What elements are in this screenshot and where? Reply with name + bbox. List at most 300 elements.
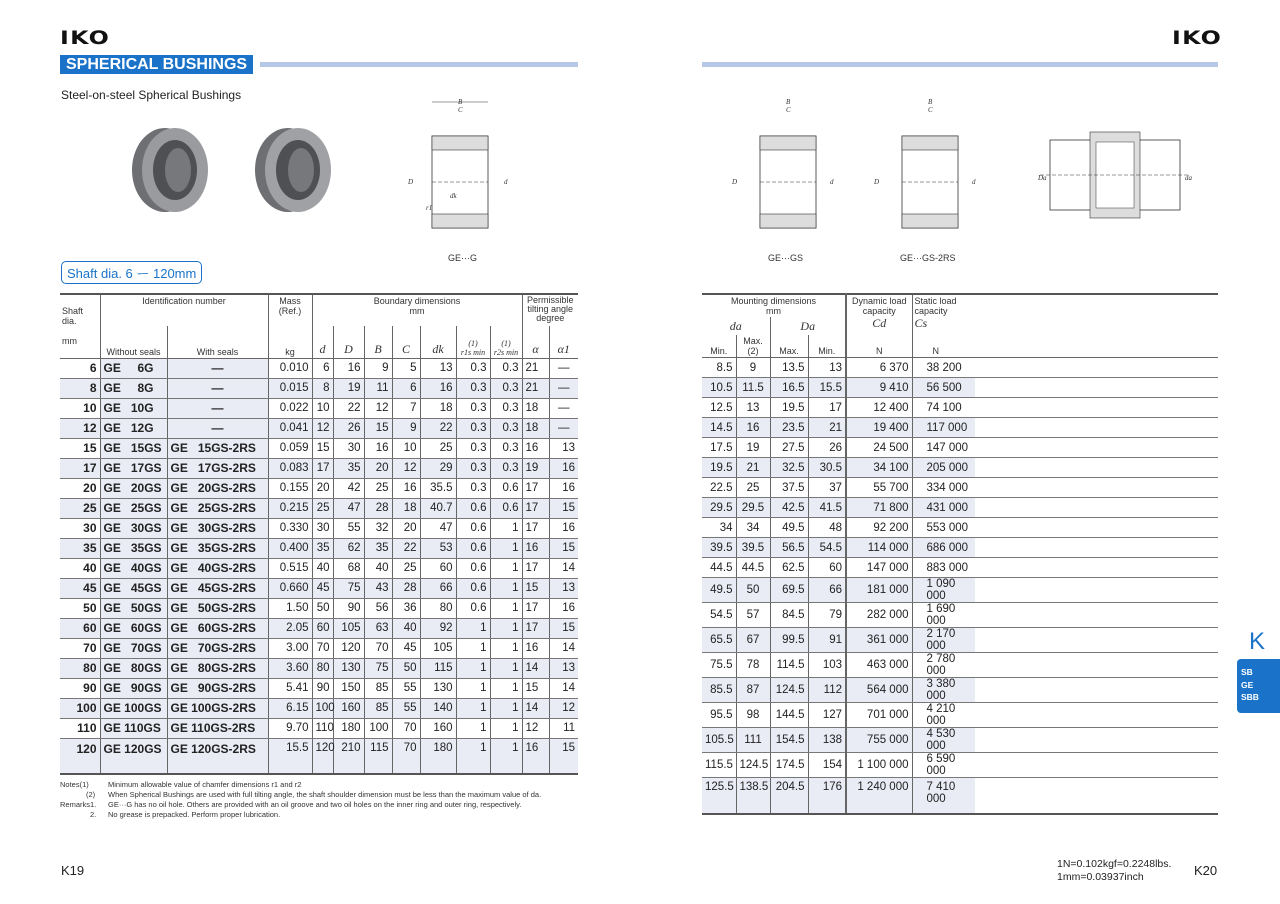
cell: 180 [333, 718, 364, 738]
table-row [702, 398, 1218, 418]
cell: 44.5 [702, 558, 736, 578]
cell: 0.041 [268, 418, 312, 438]
cell [975, 398, 1218, 418]
cell: 103 [808, 653, 846, 678]
cell: 35.5 [420, 478, 456, 498]
cell: 701 000 [846, 703, 912, 728]
cell [975, 518, 1218, 538]
svg-text:da: da [1185, 174, 1192, 182]
cell [975, 458, 1218, 478]
cell: 12.5 [702, 398, 736, 418]
cell: GE 15GS [100, 438, 167, 458]
cell: 18 [392, 498, 420, 518]
table-row [702, 358, 1218, 378]
cell: 19 [333, 378, 364, 398]
cell: 3 380 000 [912, 678, 975, 703]
cell: GE 35GS-2RS [167, 538, 268, 558]
cell: GE 45GS [100, 578, 167, 598]
cell: 6 [312, 358, 333, 378]
cell: 431 000 [912, 498, 975, 518]
table-row [60, 358, 578, 378]
cell: 0.515 [268, 558, 312, 578]
table-row [60, 418, 578, 438]
cell: 54.5 [808, 538, 846, 558]
cell: 564 000 [846, 678, 912, 703]
cell: 112 [808, 678, 846, 703]
cell: 80 [420, 598, 456, 618]
cell: 181 000 [846, 578, 912, 603]
cell: GE 90GS-2RS [167, 678, 268, 698]
cell: 69.5 [770, 578, 808, 603]
cell: 1 240 000 [846, 778, 912, 814]
cell: 70 [60, 638, 100, 658]
cell [975, 558, 1218, 578]
cell: 6.15 [268, 698, 312, 718]
cell: 1 [490, 738, 522, 774]
cell: GE 10G [100, 398, 167, 418]
cell [975, 678, 1218, 703]
table-row [60, 538, 578, 558]
cell: 98 [736, 703, 770, 728]
cell: 17.5 [702, 438, 736, 458]
iko-logo-right: IKO [1172, 27, 1223, 49]
cell: 18 [522, 418, 549, 438]
col-r2: (1) r2s min [490, 326, 522, 358]
cell: 12 [312, 418, 333, 438]
cell: GE 110GS [100, 718, 167, 738]
cell: 13 [549, 658, 578, 678]
cell: 7 [392, 398, 420, 418]
cell: 9 [392, 418, 420, 438]
cell: GE 60GS-2RS [167, 618, 268, 638]
cell: 180 [420, 738, 456, 774]
svg-text:D: D [732, 178, 738, 186]
cell: 47 [333, 498, 364, 518]
cell: GE 40GS-2RS [167, 558, 268, 578]
cell: GE 50GS-2RS [167, 598, 268, 618]
table-row [702, 518, 1218, 538]
cell: GE 17GS [100, 458, 167, 478]
cell: 39.5 [736, 538, 770, 558]
cell: 16 [522, 738, 549, 774]
cell: 22 [392, 538, 420, 558]
cell: 16 [420, 378, 456, 398]
cell [975, 653, 1218, 678]
iko-logo: IKO [60, 27, 111, 49]
cell: 1 [490, 598, 522, 618]
cell: 1 [490, 578, 522, 598]
cell: 883 000 [912, 558, 975, 578]
svg-text:D: D [874, 178, 880, 186]
cell: 144.5 [770, 703, 808, 728]
caption-ge-g: GE···G [448, 253, 477, 263]
caption-ge-gs: GE···GS [768, 253, 803, 263]
title-rule-right [702, 62, 1218, 67]
table-row [60, 438, 578, 458]
cell: 8.5 [702, 358, 736, 378]
cell: 17 [522, 498, 549, 518]
cell: 0.3 [490, 438, 522, 458]
cell: 21 [522, 358, 549, 378]
cell: 12 [392, 458, 420, 478]
cell: 205 000 [912, 458, 975, 478]
table-row [60, 638, 578, 658]
cell: 57 [736, 603, 770, 628]
cell: — [167, 378, 268, 398]
table-row [702, 603, 1218, 628]
cell: GE 15GS-2RS [167, 438, 268, 458]
cell: 2 780 000 [912, 653, 975, 678]
cell: 90 [333, 598, 364, 618]
cell: 15.5 [808, 378, 846, 398]
cell [975, 358, 1218, 378]
table-row [702, 558, 1218, 578]
col-mass: Mass (Ref.) [268, 294, 312, 326]
cell: 105 [420, 638, 456, 658]
col-with: With seals [167, 326, 268, 358]
cell: 26 [333, 418, 364, 438]
cell: 25 [736, 478, 770, 498]
section-title: SPHERICAL BUSHINGS [60, 55, 253, 74]
cell: 0.3 [456, 358, 490, 378]
cell: 14 [522, 698, 549, 718]
page-number-left: K19 [61, 863, 85, 878]
cell: 11 [364, 378, 392, 398]
cell: 40 [392, 618, 420, 638]
cell: 12 [60, 418, 100, 438]
cell: 0.155 [268, 478, 312, 498]
cell: GE 40GS [100, 558, 167, 578]
cell [975, 578, 1218, 603]
cell: GE 110GS-2RS [167, 718, 268, 738]
cell: GE 120GS [100, 738, 167, 774]
cell: 0.6 [456, 518, 490, 538]
cell: 22 [420, 418, 456, 438]
cell: 124.5 [736, 753, 770, 778]
cell: 66 [420, 578, 456, 598]
table-row [60, 478, 578, 498]
drawing-mounting [1030, 110, 1200, 240]
cell: 50 [312, 598, 333, 618]
cell: 17 [60, 458, 100, 478]
cell: 12 [549, 698, 578, 718]
cell: 25 [392, 558, 420, 578]
cell: 62 [333, 538, 364, 558]
cell: 30 [312, 518, 333, 538]
cell: 553 000 [912, 518, 975, 538]
cell: 15 [549, 738, 578, 774]
table-row [702, 538, 1218, 558]
cell: 15 [364, 418, 392, 438]
cell: 0.3 [490, 418, 522, 438]
cell: GE 30GS-2RS [167, 518, 268, 538]
cell: 19.5 [702, 458, 736, 478]
cell: 38 200 [912, 358, 975, 378]
table-row [60, 398, 578, 418]
cell: 17 [522, 618, 549, 638]
cell: 40 [312, 558, 333, 578]
cell: 138.5 [736, 778, 770, 814]
cell: 21 [736, 458, 770, 478]
cell: 62.5 [770, 558, 808, 578]
svg-text:r1: r1 [426, 204, 433, 212]
cell: 37.5 [770, 478, 808, 498]
cell: 130 [333, 658, 364, 678]
cell: 19 [522, 458, 549, 478]
cell: 8 [60, 378, 100, 398]
cell: 35 [312, 538, 333, 558]
cell: 0.3 [490, 458, 522, 478]
table-row [702, 498, 1218, 518]
cell: 19.5 [770, 398, 808, 418]
cell: 127 [808, 703, 846, 728]
cell: 0.3 [456, 478, 490, 498]
cell: 55 [392, 698, 420, 718]
cell: 1 [456, 658, 490, 678]
cell: 0.010 [268, 358, 312, 378]
cell: 25 [364, 478, 392, 498]
cell: 20 [392, 518, 420, 538]
col-boundary: Boundary dimensions mm [312, 294, 522, 326]
cell: 13 [808, 358, 846, 378]
cell: 120 [312, 738, 333, 774]
table-row [702, 753, 1218, 778]
cell: 56.5 [770, 538, 808, 558]
table-row [702, 628, 1218, 653]
cell: 0.6 [456, 538, 490, 558]
cell: 50 [60, 598, 100, 618]
cell: 68 [333, 558, 364, 578]
cell: 160 [420, 718, 456, 738]
col-cs-unit: N [912, 335, 975, 358]
col-C: C [392, 326, 420, 358]
cell: GE 120GS-2RS [167, 738, 268, 774]
cell: 0.6 [456, 578, 490, 598]
svg-text:C: C [928, 106, 933, 114]
cell: GE 90GS [100, 678, 167, 698]
table-row [702, 578, 1218, 603]
cell: 686 000 [912, 538, 975, 558]
cell: 34 [736, 518, 770, 538]
col-B: B [364, 326, 392, 358]
cell: 79 [808, 603, 846, 628]
left-spec-table [60, 293, 578, 775]
cell: 41.5 [808, 498, 846, 518]
section-index-tab[interactable]: SB GE SBB [1237, 659, 1280, 713]
cell: 12 [364, 398, 392, 418]
right-spec-table [702, 293, 1218, 815]
cell: 1 [456, 638, 490, 658]
svg-text:D: D [408, 178, 414, 186]
cell: 1 [490, 558, 522, 578]
cell: 15 [549, 618, 578, 638]
cell: 1 [456, 618, 490, 638]
cell: 44.5 [736, 558, 770, 578]
table-row [60, 498, 578, 518]
cell: 0.022 [268, 398, 312, 418]
svg-text:C: C [458, 106, 463, 114]
cell: 6 [392, 378, 420, 398]
cell: 6 370 [846, 358, 912, 378]
table-row [702, 778, 1218, 814]
cell: 0.660 [268, 578, 312, 598]
cell: 105 [333, 618, 364, 638]
cell: 1 [490, 718, 522, 738]
cell: GE 25GS-2RS [167, 498, 268, 518]
cell: 17 [522, 518, 549, 538]
cell: 15.5 [268, 738, 312, 774]
cell: 8 [312, 378, 333, 398]
cell: 42.5 [770, 498, 808, 518]
cell: 49.5 [770, 518, 808, 538]
cell: 87 [736, 678, 770, 703]
cell: 463 000 [846, 653, 912, 678]
unit-conversion: 1N=0.102kgf=0.2248lbs. 1mm=0.03937inch [1057, 858, 1172, 883]
cell: 55 700 [846, 478, 912, 498]
cell: 92 200 [846, 518, 912, 538]
svg-text:B: B [928, 98, 933, 106]
col-d: d [312, 326, 333, 358]
col-shaft: Shaft dia. mm [62, 306, 84, 347]
col-static: Static load capacity Cs [912, 294, 975, 335]
cell: 138 [808, 728, 846, 753]
cell: 114.5 [770, 653, 808, 678]
cell: 1 [490, 618, 522, 638]
cell: 60 [808, 558, 846, 578]
cell: 35 [364, 538, 392, 558]
col-mass-unit: kg [268, 326, 312, 358]
cell: 120 [333, 638, 364, 658]
cell: 755 000 [846, 728, 912, 753]
cell: 6 590 000 [912, 753, 975, 778]
cell: 95.5 [702, 703, 736, 728]
cell: 19 [736, 438, 770, 458]
svg-text:d: d [504, 178, 508, 186]
cell: 70 [312, 638, 333, 658]
cell: 10 [60, 398, 100, 418]
cell: 120 [60, 738, 100, 774]
section-letter: K [1249, 628, 1266, 655]
table-row [702, 458, 1218, 478]
cell: 18 [420, 398, 456, 418]
col-da-min: Min. [710, 346, 728, 356]
cell: 40 [364, 558, 392, 578]
cell: — [167, 418, 268, 438]
cell: 7 410 000 [912, 778, 975, 814]
cell: 100 [60, 698, 100, 718]
bushing-photo-g [132, 128, 208, 212]
cell: 0.3 [490, 358, 522, 378]
cell: 1 [456, 698, 490, 718]
col-Da-min: Min. [808, 335, 846, 358]
col-without: Without seals [100, 326, 167, 358]
cell: 28 [364, 498, 392, 518]
cell: 16 [364, 438, 392, 458]
cell: 16 [392, 478, 420, 498]
cell: 37 [808, 478, 846, 498]
col-alpha: α [522, 326, 549, 358]
cell: 2.05 [268, 618, 312, 638]
cell: 16 [549, 458, 578, 478]
table-row [60, 378, 578, 398]
cell: 1 100 000 [846, 753, 912, 778]
cell: 75 [333, 578, 364, 598]
cell: 0.330 [268, 518, 312, 538]
cell: 0.3 [456, 418, 490, 438]
cell: 114 000 [846, 538, 912, 558]
cell: 30 [60, 518, 100, 538]
cell: 9 [736, 358, 770, 378]
table-row [702, 478, 1218, 498]
cell: 14 [549, 678, 578, 698]
cell: 15 [549, 498, 578, 518]
cell: 9 410 [846, 378, 912, 398]
cell: 15 [60, 438, 100, 458]
col-mounting: Mounting dimensions mm [730, 296, 817, 316]
cell: GE 35GS [100, 538, 167, 558]
table-row [702, 678, 1218, 703]
cell: 92 [420, 618, 456, 638]
cell: 84.5 [770, 603, 808, 628]
cell: 36 [392, 598, 420, 618]
cell: 115.5 [702, 753, 736, 778]
cell: — [549, 418, 578, 438]
cell: 361 000 [846, 628, 912, 653]
cell: 24 500 [846, 438, 912, 458]
cell: 47 [420, 518, 456, 538]
cell: GE 45GS-2RS [167, 578, 268, 598]
cell: 90 [60, 678, 100, 698]
cell: 16.5 [770, 378, 808, 398]
col-alpha1: α1 [549, 326, 578, 358]
cell: 4 530 000 [912, 728, 975, 753]
cell: 70 [392, 718, 420, 738]
cell: 13 [420, 358, 456, 378]
cell: 80 [312, 658, 333, 678]
cell: GE 30GS [100, 518, 167, 538]
cell: — [167, 398, 268, 418]
cell: 5.41 [268, 678, 312, 698]
cell: 210 [333, 738, 364, 774]
cell: 0.6 [456, 498, 490, 518]
cell: 85 [364, 678, 392, 698]
cell: 14 [522, 658, 549, 678]
cell: — [549, 358, 578, 378]
cell: 117 000 [912, 418, 975, 438]
cell: 14 [549, 638, 578, 658]
svg-text:Da: Da [1038, 174, 1047, 182]
cell: 17 [312, 458, 333, 478]
cell: 124.5 [770, 678, 808, 703]
caption-ge-gs-2rs: GE···GS-2RS [900, 253, 956, 263]
cell: 75 [364, 658, 392, 678]
cell: — [549, 378, 578, 398]
table-row [702, 418, 1218, 438]
cell: 17 [522, 598, 549, 618]
cell: 29 [420, 458, 456, 478]
svg-text:B: B [458, 98, 463, 106]
cell: 3.60 [268, 658, 312, 678]
cell: 110 [60, 718, 100, 738]
cell: 71 800 [846, 498, 912, 518]
col-dk: dk [420, 326, 456, 358]
cell: 1 [490, 518, 522, 538]
cell: 16 [549, 598, 578, 618]
cell: 17 [522, 478, 549, 498]
cell: 20 [312, 478, 333, 498]
cell: 90 [312, 678, 333, 698]
cell: 60 [312, 618, 333, 638]
